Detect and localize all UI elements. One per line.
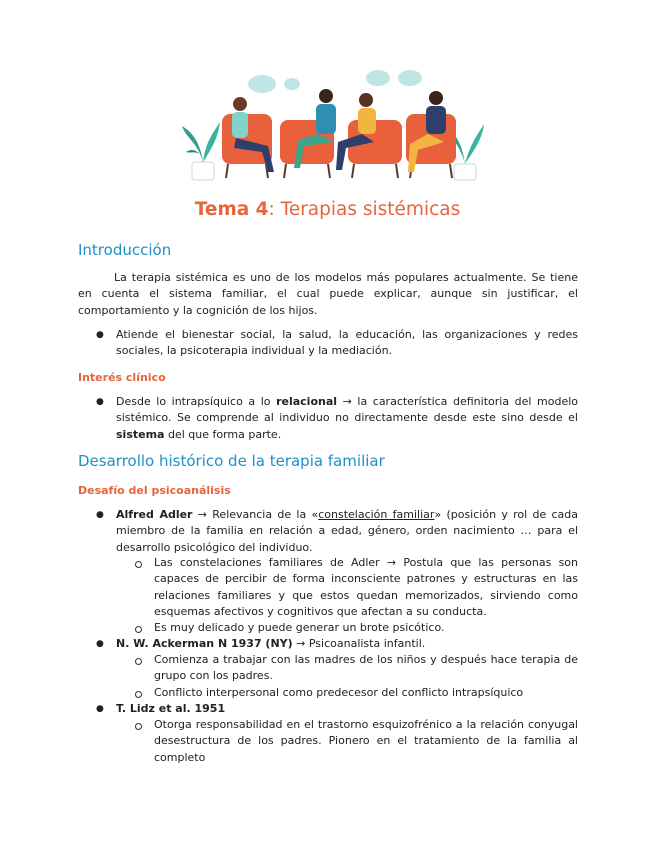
interes-bullet: Desde lo intrapsíquico a lo relacional → la característica definitoria del modelo sistémico. Se comprende al individuo no directamente desde este sino desde el sistema del que forma parte. xyxy=(116,395,578,441)
heading-desafio-psicoanalisis: Desafío del psicoanálisis xyxy=(78,484,231,497)
speech-bubble-icon xyxy=(248,70,422,93)
sub-bullet-icon xyxy=(135,561,142,568)
adler-sub-2: Es muy delicado y puede generar un brote psicótico. xyxy=(154,621,445,634)
heading-desarrollo-historico: Desarrollo histórico de la terapia familiar xyxy=(78,452,385,470)
adler-sub-1: Las constelaciones familiares de Adler → Postula que las personas son capaces de percibir de forma inconsciente patrones y estructuras en las relaciones familiares y que estos quedan memorizados, sirviendo como esquemas afectivos y cognitivos que afectan a su conducta. xyxy=(154,556,578,618)
ackerman-sub-1: Comienza a trabajar con las madres de los niños y después hace terapia de grupo con los padres. xyxy=(154,653,578,683)
bullet-dot-icon: ● xyxy=(96,704,104,714)
sub-bullet-icon xyxy=(135,723,142,730)
page-title: Tema 4: Terapias sistémicas xyxy=(194,199,461,220)
intro-paragraph: La terapia sistémica es uno de los modelos más populares actualmente. Se tiene en cuenta el sistema familiar, el cual puede explicar, aunque sin justificar, el comportamiento y la cognición de los hijos. xyxy=(78,271,578,317)
heading-introduccion: Introducción xyxy=(78,241,172,259)
lidz-sub-1: Otorga responsabilidad en el trastorno esquizofrénico a la relación conyugal desestructura de los padres. Pionero en el tratamiento de la familia al completo xyxy=(154,718,578,764)
sub-bullet-icon xyxy=(135,691,142,698)
sub-bullet-icon xyxy=(135,626,142,633)
therapy-group-illustration xyxy=(178,68,490,190)
bullet-dot-icon: ● xyxy=(96,397,104,407)
ackerman-bullet: N. W. Ackerman N 1937 (NY) → Psicoanalista infantil. xyxy=(116,637,426,650)
bullet-dot-icon: ● xyxy=(96,510,104,520)
lidz-bullet: T. Lidz et al. 1951 xyxy=(116,702,226,715)
bullet-dot-icon: ● xyxy=(96,639,104,649)
ackerman-sub-2: Conflicto interpersonal como predecesor del conflicto intrapsíquico xyxy=(154,686,524,699)
bullet-dot-icon: ● xyxy=(96,330,104,340)
sub-bullet-icon xyxy=(135,658,142,665)
heading-interes-clinico: Interés clínico xyxy=(78,371,166,384)
intro-bullet-1: Atiende el bienestar social, la salud, la educación, las organizaciones y redes sociales, la psicoterapia individual y la mediación. xyxy=(116,328,578,358)
constelacion-familiar-link: constelación familiar xyxy=(318,508,435,521)
plant-left-icon xyxy=(182,122,220,180)
adler-bullet: Alfred Adler → Relevancia de la «constelación familiar» (posición y rol de cada miembro de la familia en relación a edad, género, orden nacimiento … para el desarrollo psicológico del individuo. xyxy=(116,508,579,554)
